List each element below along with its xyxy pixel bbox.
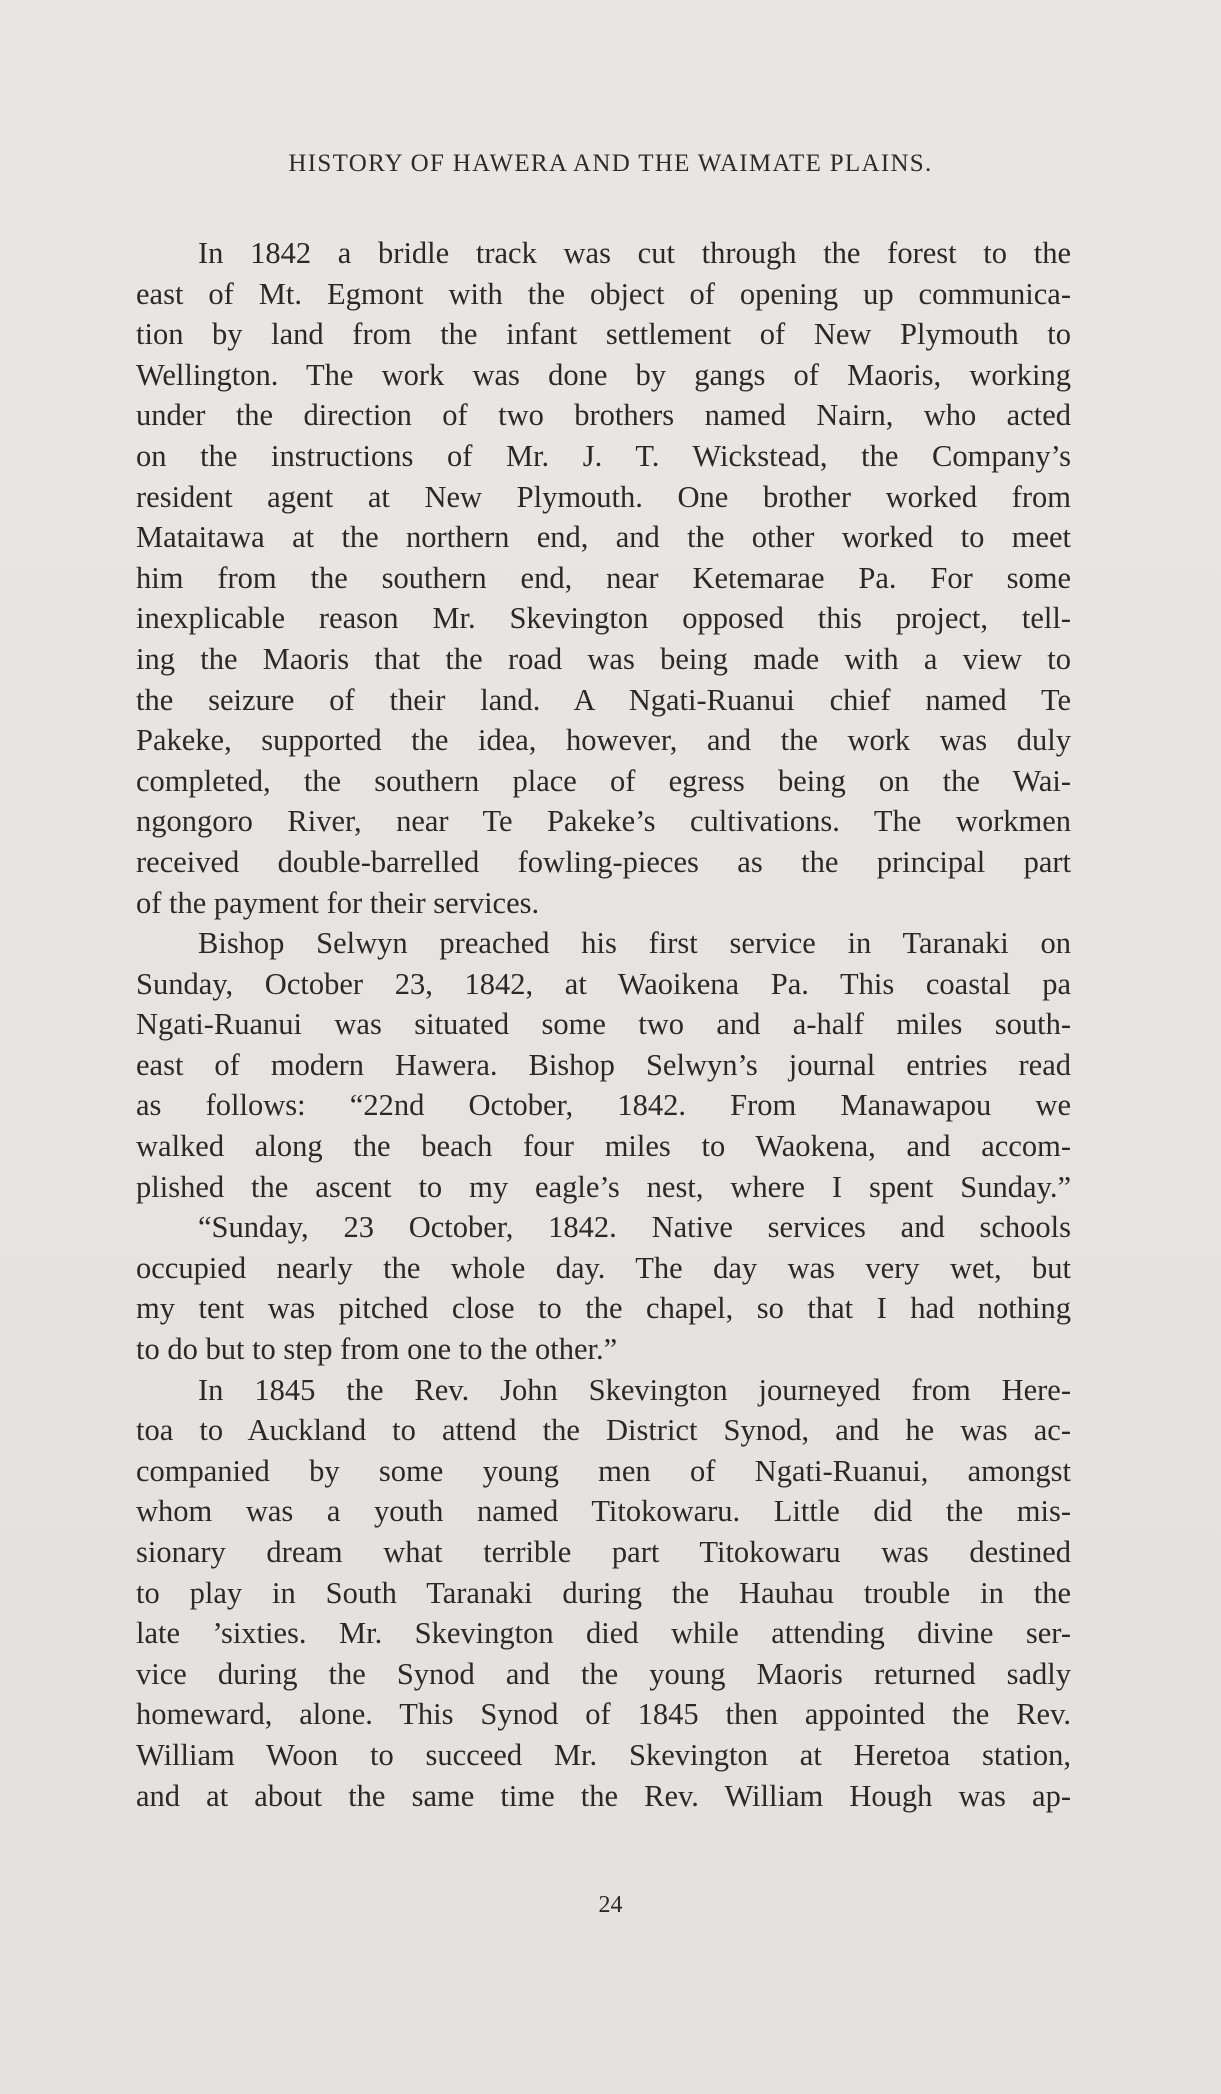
text-line: and at about the same time the Rev. William Hough was ap- (136, 1778, 1071, 1813)
text-line: vice during the Synod and the young Maoris returned sadly (136, 1656, 1071, 1691)
text-line: Pakeke, supported the idea, however, and the work was duly (136, 723, 1071, 758)
text-line: whom was a youth named Titokowaru. Little did the mis- (136, 1494, 1071, 1529)
text-line: plished the ascent to my eagle’s nest, where I spent Sunday.” (136, 1169, 1071, 1204)
text-line: ing the Maoris that the road was being made with a view to (136, 641, 1071, 676)
text-line: occupied nearly the whole day. The day was very wet, but (136, 1250, 1071, 1285)
text-line: late ’sixties. Mr. Skevington died while attending divine ser- (136, 1616, 1071, 1651)
text-line: my tent was pitched close to the chapel, so that I had nothing (136, 1291, 1071, 1326)
text-line: completed, the southern place of egress being on the Wai- (136, 763, 1071, 798)
text-line: homeward, alone. This Synod of 1845 then appointed the Rev. (136, 1697, 1071, 1732)
text-line: east of modern Hawera. Bishop Selwyn’s journal entries read (136, 1047, 1071, 1082)
text-line: Ngati-Ruanui was situated some two and a-half miles south- (136, 1007, 1071, 1042)
text-line: of the payment for their services. (136, 885, 540, 920)
text-line: companied by some young men of Ngati-Ruanui, amongst (136, 1453, 1071, 1488)
text-line: resident agent at New Plymouth. One brother worked from (136, 479, 1071, 514)
text-line: him from the southern end, near Ketemarae Pa. For some (136, 560, 1071, 595)
text-line: In 1845 the Rev. John Skevington journeyed from Here- (198, 1372, 1071, 1407)
page-number: 24 (598, 1892, 623, 1918)
text-line: to play in South Taranaki during the Hauhau trouble in the (136, 1575, 1071, 1610)
text-line: the seizure of their land. A Ngati-Ruanui chief named Te (136, 682, 1071, 717)
text-line: on the instructions of Mr. J. T. Wickstead, the Company’s (136, 438, 1071, 473)
text-line: to do but to step from one to the other.” (136, 1332, 618, 1367)
text-line: sionary dream what terrible part Titokowaru was destined (136, 1535, 1071, 1569)
text-line: Mataitawa at the northern end, and the other worked to meet (136, 520, 1071, 555)
body-text (136, 233, 1071, 1816)
running-head: HISTORY OF HAWERA AND THE WAIMATE PLAINS. (288, 150, 933, 177)
text-line: William Woon to succeed Mr. Skevington at Heretoa station, (136, 1737, 1071, 1772)
text-line: Wellington. The work was done by gangs of Maoris, working (136, 357, 1071, 392)
text-line: tion by land from the infant settlement of New Plymouth to (136, 317, 1071, 352)
text-line: ngongoro River, near Te Pakeke’s cultivations. The workmen (136, 804, 1071, 839)
text-line: as follows: “22nd October, 1842. From Manawapou we (136, 1088, 1071, 1123)
text-line: Bishop Selwyn preached his first service in Taranaki on (198, 926, 1071, 961)
text-line: “Sunday, 23 October, 1842. Native services and schools (198, 1210, 1071, 1245)
text-line: under the direction of two brothers named Nairn, who acted (136, 398, 1071, 433)
text-line: In 1842 a bridle track was cut through the forest to the (198, 236, 1071, 270)
text-line: toa to Auckland to attend the District Synod, and he was ac- (136, 1413, 1071, 1448)
text-line: east of Mt. Egmont with the object of opening up communica- (136, 276, 1071, 311)
text-line: received double-barrelled fowling-pieces as the principal part (136, 844, 1071, 879)
text-line: Sunday, October 23, 1842, at Waoikena Pa. This coastal pa (136, 966, 1071, 1001)
text-line: walked along the beach four miles to Waokena, and accom- (136, 1129, 1071, 1164)
text-line: inexplicable reason Mr. Skevington opposed this project, tell- (136, 601, 1071, 636)
